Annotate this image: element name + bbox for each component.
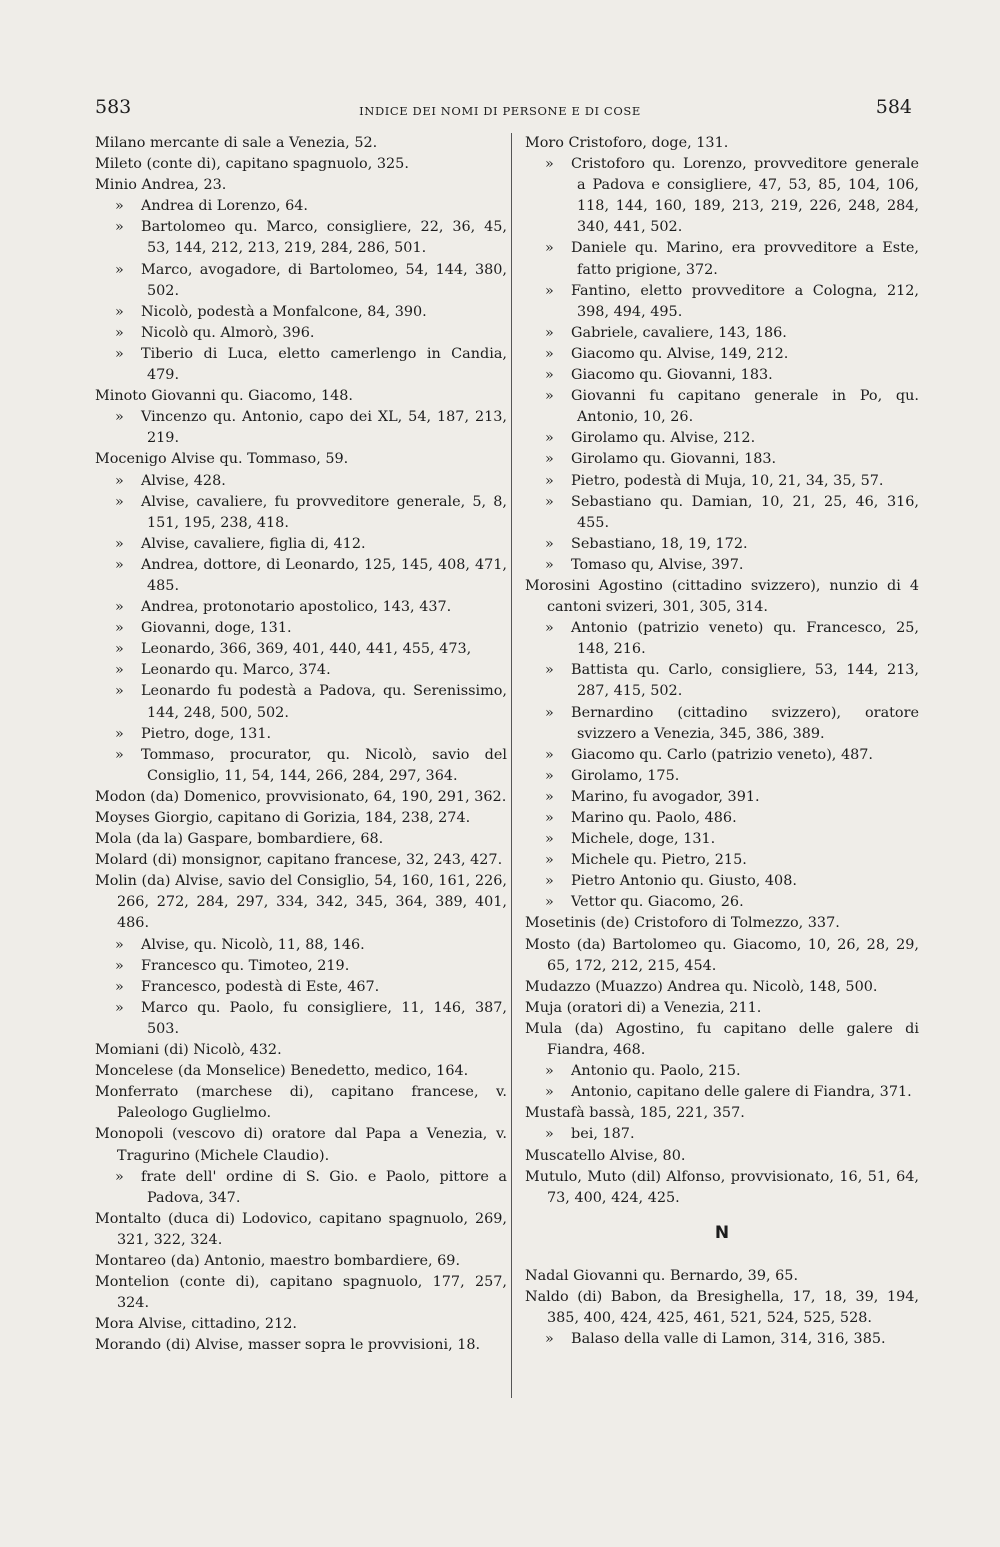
ditto-mark: » — [545, 1126, 554, 1143]
index-subentry — [525, 555, 919, 576]
index-subentry — [525, 323, 919, 344]
subentry-text: Alvise, qu. Nicolò, 11, 88, 146. — [141, 936, 365, 953]
ditto-mark: » — [545, 451, 554, 468]
subentry-text: Nicolò qu. Almorò, 396. — [141, 324, 315, 341]
subentry-text: Francesco qu. Timoteo, 219. — [141, 957, 350, 974]
subentry-text: Girolamo qu. Giovanni, 183. — [571, 451, 777, 468]
ditto-mark: » — [115, 936, 124, 953]
ditto-mark: » — [115, 725, 124, 742]
index-entry: Minio Andrea, 23. — [95, 177, 227, 194]
subentry-text: Andrea di Lorenzo, 64. — [141, 198, 308, 215]
subentry-text: Antonio qu. Paolo, 215. — [571, 1063, 741, 1080]
index-column-right — [525, 133, 919, 1350]
ditto-mark: » — [545, 156, 554, 173]
index-subentry — [525, 871, 919, 892]
index-subentry — [525, 703, 919, 745]
index-entry: Nadal Giovanni qu. Bernardo, 39, 65. — [525, 1267, 799, 1284]
index-entry: Modon (da) Domenico, provvisionato, 64, 190, 291, 362. — [95, 788, 507, 805]
index-entry: Moyses Giorgio, capitano di Gorizia, 184, 238, 274. — [95, 810, 471, 826]
ditto-mark: » — [545, 556, 554, 573]
subentry-text: Nicolò, podestà a Monfalcone, 84, 390. — [141, 303, 427, 320]
subentry-text: Leonardo, 366, 369, 401, 440, 441, 455, 473, — [141, 641, 472, 658]
ditto-mark: » — [545, 430, 554, 447]
ditto-mark: » — [115, 324, 124, 341]
subentry-text: Cristoforo qu. Lorenzo, provveditore generale a Padova e consigliere, 47, 53, 85, 104, 106, 118, 144, 160, 189, 213, 219, 226, 248, 284, 340, 441, 502. — [571, 156, 919, 236]
index-subentry — [525, 766, 919, 787]
subentry-text: Daniele qu. Marino, era provveditore a Este, fatto prigione, 372. — [571, 240, 919, 278]
index-entry: Mutulo, Muto (dil) Alfonso, provvisionato, 16, 51, 64, 73, 400, 424, 425. — [525, 1168, 919, 1206]
index-subentry — [525, 660, 919, 702]
ditto-mark: » — [545, 1084, 554, 1101]
index-subentry — [525, 492, 919, 534]
ditto-mark: » — [115, 198, 124, 215]
ditto-mark: » — [545, 493, 554, 510]
subentry-text: Bartolomeo qu. Marco, consigliere, 22, 36, 45, 53, 144, 212, 213, 219, 284, 286, 501. — [141, 219, 507, 257]
subentry-text: Pietro, podestà di Muja, 10, 21, 34, 35, 57. — [571, 472, 884, 489]
subentry-text: Alvise, 428. — [141, 472, 226, 489]
ditto-mark: » — [115, 957, 124, 974]
ditto-mark: » — [115, 978, 124, 995]
index-subentry — [95, 492, 507, 534]
subentry-text: Marino, fu avogador, 391. — [571, 788, 760, 805]
subentry-text: Pietro Antonio qu. Giusto, 408. — [571, 873, 797, 890]
subentry-text: Pietro, doge, 131. — [141, 725, 272, 742]
ditto-mark: » — [115, 261, 124, 278]
index-entry: Monopoli (vescovo di) oratore dal Papa a Venezia, v. Tragurino (Michele Claudio). — [95, 1126, 507, 1164]
subentry-text: Girolamo, 175. — [571, 767, 680, 784]
ditto-mark: » — [545, 388, 554, 405]
index-entry: Montareo (da) Antonio, maestro bombardiere, 69. — [95, 1252, 461, 1269]
index-entry: Naldo (di) Babon, da Bresighella, 17, 18, 39, 194, 385, 400, 424, 425, 461, 521, 524, 525, 528. — [525, 1288, 919, 1327]
ditto-mark: » — [545, 345, 554, 362]
subentry-text: Girolamo qu. Alvise, 212. — [571, 430, 756, 447]
index-subentry — [95, 639, 507, 660]
index-entry: Muscatello Alvise, 80. — [525, 1147, 686, 1164]
index-subentry — [525, 344, 919, 365]
index-subentry — [95, 745, 507, 787]
subentry-text: Michele qu. Pietro, 215. — [571, 852, 747, 869]
index-subentry — [525, 154, 919, 238]
ditto-mark: » — [545, 873, 554, 890]
subentry-text: Fantino, eletto provveditore a Cologna, 212, 398, 494, 495. — [571, 282, 919, 320]
index-entry: Molard (di) monsignor, capitano francese, 32, 243, 427. — [95, 852, 503, 869]
page-header — [0, 96, 1000, 126]
subentry-text: Vettor qu. Giacomo, 26. — [571, 894, 744, 911]
subentry-text: Bernardino (cittadino svizzero), oratore svizzero a Venezia, 345, 386, 389. — [571, 704, 919, 742]
index-subentry — [95, 217, 507, 259]
subentry-text: Giovanni, doge, 131. — [141, 620, 292, 637]
index-subentry — [95, 935, 507, 956]
subentry-text: Vincenzo qu. Antonio, capo dei XL, 54, 187, 213, 219. — [141, 409, 507, 447]
ditto-mark: » — [545, 746, 554, 763]
ditto-mark: » — [115, 1168, 124, 1185]
subentry-text: Antonio (patrizio veneto) qu. Francesco, 25, 148, 216. — [571, 620, 919, 658]
index-subentry — [525, 1082, 919, 1103]
index-entry: Mudazzo (Muazzo) Andrea qu. Nicolò, 148, 500. — [525, 978, 878, 995]
index-subentry — [95, 660, 507, 681]
subentry-text: Andrea, dottore, di Leonardo, 125, 145, 408, 471, 485. — [141, 556, 507, 594]
index-subentry — [525, 238, 919, 280]
index-entry: Molin (da) Alvise, savio del Consiglio, 54, 160, 161, 226, 266, 272, 284, 297, 334, 342, 345, 364, 389, 401, 486. — [95, 873, 507, 932]
ditto-mark: » — [115, 493, 124, 510]
index-subentry — [525, 1329, 919, 1350]
subentry-text: Battista qu. Carlo, consigliere, 53, 144, 213, 287, 415, 502. — [571, 662, 919, 700]
index-subentry — [525, 787, 919, 808]
index-subentry — [95, 196, 507, 217]
subentry-text: Tommaso, procurator, qu. Nicolò, savio del Consiglio, 11, 54, 144, 266, 284, 297, 364. — [141, 746, 507, 784]
page-number-right: 584 — [875, 96, 912, 118]
index-entry: Mosto (da) Bartolomeo qu. Giacomo, 10, 26, 28, 29, 65, 172, 212, 215, 454. — [525, 936, 919, 974]
ditto-mark: » — [545, 788, 554, 805]
ditto-mark: » — [545, 282, 554, 299]
index-entry: Mustafà bassà, 185, 221, 357. — [525, 1105, 745, 1122]
index-subentry — [525, 745, 919, 766]
index-subentry — [525, 449, 919, 470]
subentry-text: Giacomo qu. Alvise, 149, 212. — [571, 345, 789, 362]
subentry-text: Marino qu. Paolo, 486. — [571, 810, 737, 826]
index-entry: Mocenigo Alvise qu. Tommaso, 59. — [95, 451, 349, 468]
index-entry: Minoto Giovanni qu. Giacomo, 148. — [95, 388, 354, 405]
index-entry: Mora Alvise, cittadino, 212. — [95, 1316, 297, 1333]
ditto-mark: » — [115, 746, 124, 763]
index-entry: Muja (oratori di) a Venezia, 211. — [525, 999, 762, 1016]
index-entry: Mileto (conte di), capitano spagnuolo, 325. — [95, 156, 409, 173]
subentry-text: Sebastiano qu. Damian, 10, 21, 25, 46, 316, 455. — [571, 493, 919, 531]
index-subentry — [95, 555, 507, 597]
index-subentry — [95, 681, 507, 723]
subentry-text: Giacomo qu. Giovanni, 183. — [571, 367, 773, 384]
ditto-mark: » — [545, 894, 554, 911]
subentry-text: bei, 187. — [571, 1126, 635, 1143]
ditto-mark: » — [545, 472, 554, 489]
running-title: INDICE DEI NOMI DI PERSONE E DI COSE — [359, 104, 641, 118]
ditto-mark: » — [115, 303, 124, 320]
index-subentry — [525, 534, 919, 555]
index-subentry — [525, 428, 919, 449]
index-entry: Momiani (di) Nicolò, 432. — [95, 1042, 282, 1059]
index-subentry — [95, 998, 507, 1040]
index-subentry — [95, 956, 507, 977]
ditto-mark: » — [115, 662, 124, 679]
ditto-mark: » — [115, 219, 124, 236]
ditto-mark: » — [545, 1063, 554, 1080]
ditto-mark: » — [545, 367, 554, 384]
ditto-mark: » — [545, 240, 554, 257]
ditto-mark: » — [115, 620, 124, 637]
ditto-mark: » — [545, 535, 554, 552]
index-entry: Morando (di) Alvise, masser sopra le provvisioni, 18. — [95, 1337, 481, 1354]
index-subentry — [525, 1124, 919, 1145]
index-subentry — [95, 597, 507, 618]
index-subentry — [525, 618, 919, 660]
subentry-text: Marco, avogadore, di Bartolomeo, 54, 144, 380, 502. — [141, 261, 507, 299]
subentry-text: frate dell' ordine di S. Gio. e Paolo, pittore a Padova, 347. — [141, 1168, 507, 1206]
index-subentry — [95, 618, 507, 639]
index-entry: Montalto (duca di) Lodovico, capitano spagnuolo, 269, 321, 322, 324. — [95, 1210, 507, 1248]
subentry-text: Giacomo qu. Carlo (patrizio veneto), 487. — [571, 746, 873, 763]
subentry-text: Alvise, cavaliere, fu provveditore generale, 5, 8, 151, 195, 238, 418. — [141, 493, 507, 531]
index-entry: Milano mercante di sale a Venezia, 52. — [95, 135, 378, 151]
index-entry: Montelion (conte di), capitano spagnuolo, 177, 257, 324. — [95, 1274, 507, 1312]
ditto-mark: » — [545, 852, 554, 869]
subentry-text: Balaso della valle di Lamon, 314, 316, 385. — [571, 1331, 886, 1348]
ditto-mark: » — [545, 620, 554, 637]
column-divider — [511, 133, 512, 1398]
subentry-text: Antonio, capitano delle galere di Fiandra, 371. — [571, 1084, 912, 1101]
ditto-mark: » — [115, 556, 124, 573]
section-letter: N — [714, 1222, 730, 1243]
index-entry: Morosini Agostino (cittadino svizzero), nunzio di 4 cantoni svizeri, 301, 305, 314. — [525, 577, 919, 616]
subentry-text: Leonardo fu podestà a Padova, qu. Serenissimo, 144, 248, 500, 502. — [141, 683, 507, 721]
index-subentry — [525, 471, 919, 492]
subentry-text: Leonardo qu. Marco, 374. — [141, 662, 331, 679]
index-subentry — [95, 302, 507, 323]
index-entry: Mosetinis (de) Cristoforo di Tolmezzo, 337. — [525, 915, 840, 932]
subentry-text: Sebastiano, 18, 19, 172. — [571, 535, 748, 552]
index-subentry — [525, 829, 919, 850]
page-number-left: 583 — [95, 96, 132, 118]
index-entry: Moro Cristoforo, doge, 131. — [525, 135, 729, 151]
ditto-mark: » — [115, 535, 124, 552]
index-subentry — [95, 471, 507, 492]
ditto-mark: » — [545, 1331, 554, 1348]
index-column-left — [95, 133, 507, 1356]
index-subentry — [525, 281, 919, 323]
index-subentry — [95, 977, 507, 998]
subentry-text: Giovanni fu capitano generale in Po, qu. Antonio, 10, 26. — [571, 388, 919, 426]
ditto-mark: » — [545, 767, 554, 784]
ditto-mark: » — [545, 662, 554, 679]
index-subentry — [525, 892, 919, 913]
ditto-mark: » — [115, 999, 124, 1016]
index-subentry — [525, 386, 919, 428]
index-subentry — [95, 407, 507, 449]
ditto-mark: » — [545, 704, 554, 721]
ditto-mark: » — [115, 409, 124, 426]
ditto-mark: » — [115, 472, 124, 489]
index-subentry — [95, 323, 507, 344]
subentry-text: Michele, doge, 131. — [571, 831, 716, 848]
index-subentry — [95, 344, 507, 386]
index-subentry — [95, 260, 507, 302]
index-entry: Mula (da) Agostino, fu capitano delle galere di Fiandra, 468. — [525, 1020, 919, 1059]
ditto-mark: » — [115, 683, 124, 700]
index-subentry — [525, 1061, 919, 1082]
index-subentry — [95, 724, 507, 745]
index-subentry — [525, 850, 919, 871]
ditto-mark: » — [545, 831, 554, 848]
index-subentry — [525, 365, 919, 386]
index-subentry — [95, 534, 507, 555]
ditto-mark: » — [545, 324, 554, 341]
index-entry: Mola (da la) Gaspare, bombardiere, 68. — [95, 831, 384, 848]
index-entry: Moncelese (da Monselice) Benedetto, medico, 164. — [95, 1063, 469, 1080]
ditto-mark: » — [115, 345, 124, 362]
ditto-mark: » — [115, 599, 124, 616]
subentry-text: Marco qu. Paolo, fu consigliere, 11, 146, 387, 503. — [141, 999, 507, 1037]
subentry-text: Gabriele, cavaliere, 143, 186. — [571, 324, 787, 341]
subentry-text: Tiberio di Luca, eletto camerlengo in Candia, 479. — [141, 345, 507, 384]
subentry-text: Francesco, podestà di Este, 467. — [141, 978, 380, 995]
subentry-text: Alvise, cavaliere, figlia di, 412. — [141, 535, 366, 552]
index-subentry — [95, 1167, 507, 1209]
ditto-mark: » — [545, 810, 554, 826]
index-entry: Monferrato (marchese di), capitano francese, v. Paleologo Guglielmo. — [95, 1084, 507, 1122]
subentry-text: Andrea, protonotario apostolico, 143, 437. — [141, 599, 452, 616]
index-subentry — [525, 808, 919, 829]
subentry-text: Tomaso qu, Alvise, 397. — [571, 556, 744, 573]
ditto-mark: » — [115, 641, 124, 658]
